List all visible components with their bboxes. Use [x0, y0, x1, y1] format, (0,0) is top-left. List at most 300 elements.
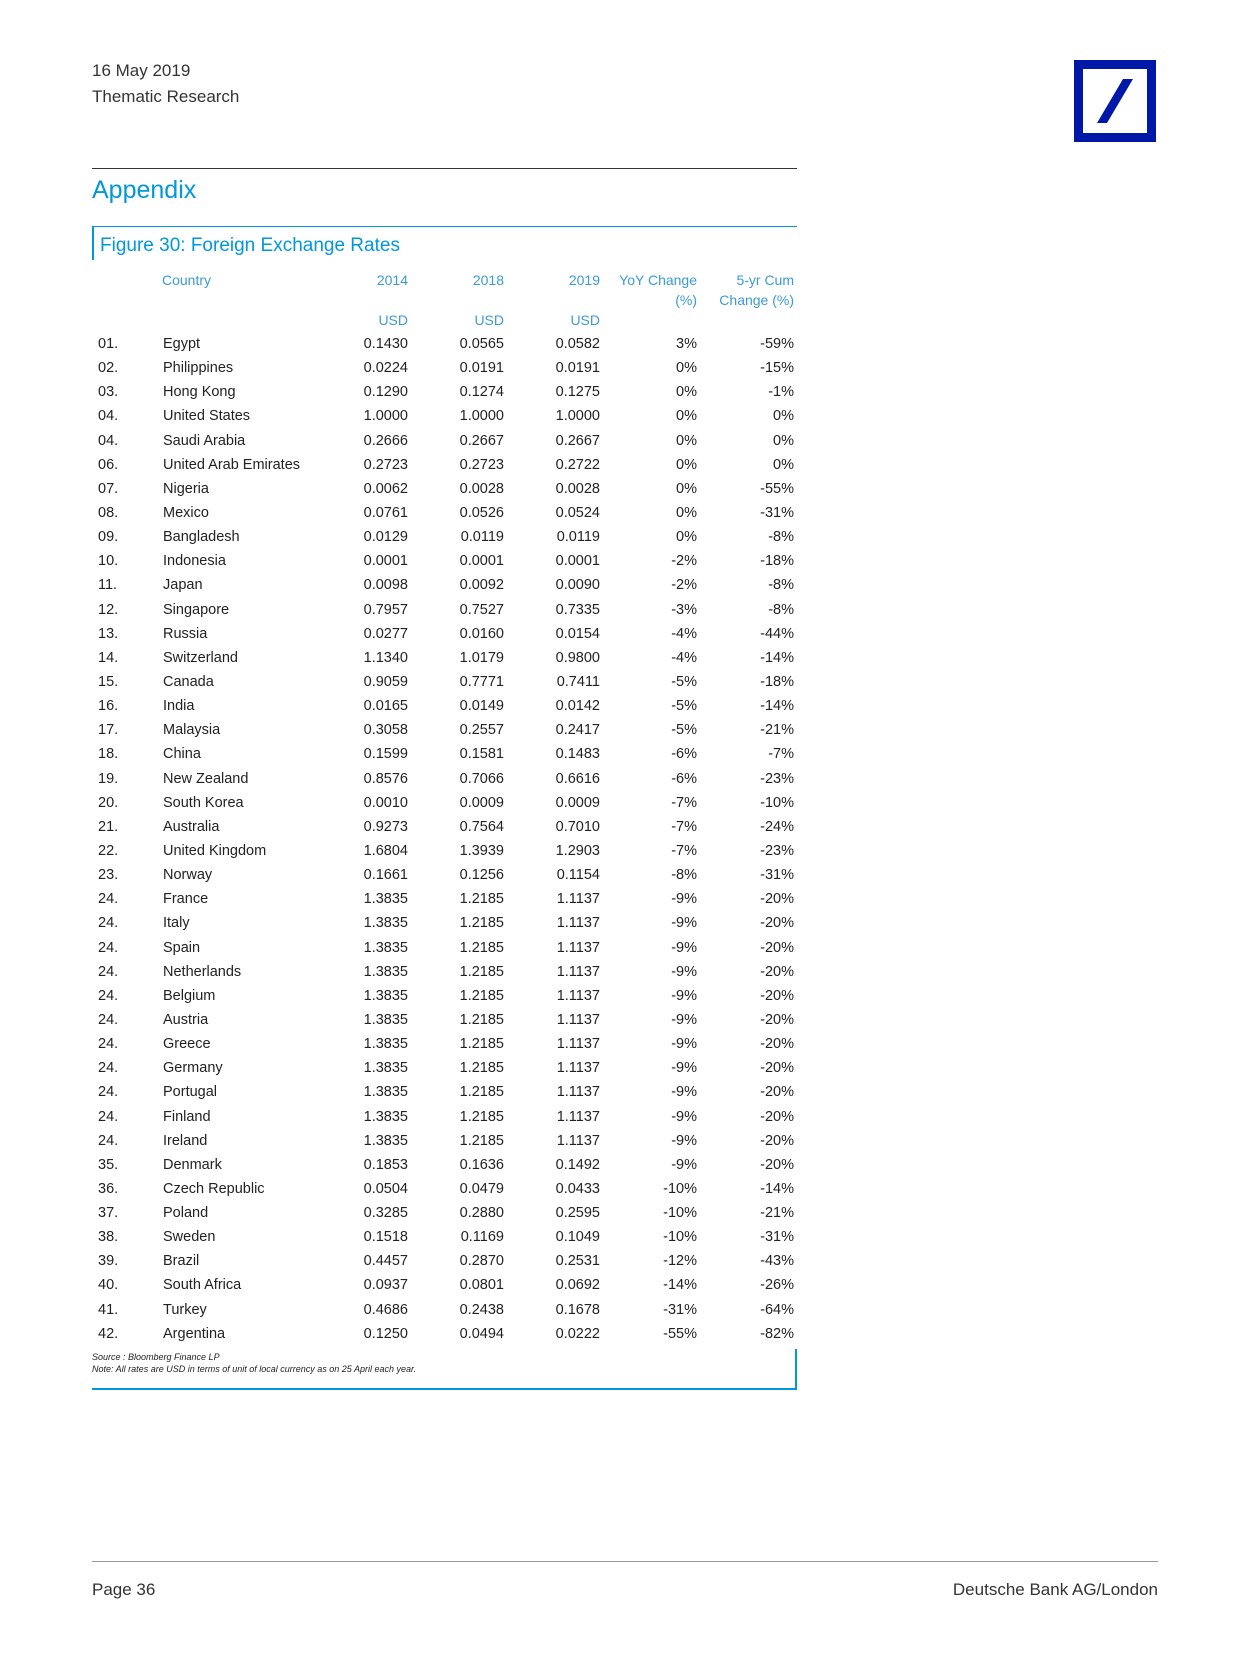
cum-change-cell: -20%	[760, 987, 794, 1004]
country-cell: Brazil	[163, 1253, 200, 1270]
cum-change-cell: -20%	[760, 1156, 794, 1173]
cum-change-cell: -20%	[760, 915, 794, 932]
rate-2019-cell: 0.2595	[555, 1205, 600, 1222]
country-cell: Ireland	[163, 1132, 208, 1149]
table-row	[92, 1106, 797, 1130]
rank-cell: 14.	[98, 649, 119, 666]
yoy-change-cell: -9%	[671, 1084, 697, 1101]
rate-2014-cell: 1.0000	[363, 408, 408, 425]
table-row	[92, 1057, 797, 1081]
yoy-change-cell: -5%	[671, 698, 697, 715]
table-row	[92, 623, 797, 647]
cum-change-cell: -21%	[760, 1205, 794, 1222]
yoy-change-cell: -9%	[671, 1060, 697, 1077]
cum-change-cell: -18%	[760, 553, 794, 570]
rate-2019-cell: 0.0154	[555, 625, 600, 642]
rate-2019-cell: 1.1137	[556, 1011, 600, 1028]
rank-cell: 03.	[98, 384, 119, 401]
fx-rates-table	[92, 333, 797, 1347]
yoy-change-cell: 3%	[676, 336, 697, 352]
table-row	[92, 381, 797, 405]
rate-2019-cell: 0.7335	[555, 601, 600, 618]
rate-2018-cell: 0.0028	[459, 480, 504, 497]
rank-cell: 12.	[98, 601, 119, 618]
rate-2019-cell: 0.0001	[555, 553, 600, 570]
rate-2019-cell: 0.0028	[555, 480, 600, 497]
rank-cell: 20.	[98, 794, 119, 811]
rate-2014-cell: 0.3058	[363, 722, 408, 739]
col-header-cum-line1: 5-yr Cum	[736, 272, 794, 288]
table-row	[92, 792, 797, 816]
col-header-country: Country	[162, 272, 212, 288]
cum-change-cell: -43%	[760, 1253, 794, 1270]
yoy-change-cell: 0%	[676, 408, 697, 425]
table-row	[92, 816, 797, 840]
cum-change-cell: -14%	[760, 649, 794, 666]
figure-right-accent	[795, 1349, 797, 1389]
table-row	[92, 1081, 797, 1105]
rank-cell: 24.	[98, 1011, 119, 1028]
rate-2014-cell: 1.3835	[363, 1011, 408, 1028]
cum-change-cell: -14%	[760, 1180, 794, 1197]
col-header-yoy-line2: (%)	[675, 292, 697, 308]
rate-2014-cell: 0.0761	[363, 504, 408, 521]
rate-2014-cell: 1.3835	[363, 1084, 408, 1101]
country-cell: Netherlands	[163, 963, 242, 980]
table-row	[92, 526, 797, 550]
yoy-change-cell: -55%	[663, 1325, 697, 1342]
table-row	[92, 695, 797, 719]
rate-2019-cell: 0.0692	[555, 1277, 600, 1294]
yoy-change-cell: -9%	[671, 1156, 697, 1173]
unit-2019: USD	[570, 312, 600, 328]
rate-2019-cell: 0.0582	[555, 336, 600, 352]
rate-2019-cell: 1.1137	[556, 939, 600, 956]
yoy-change-cell: 0%	[676, 529, 697, 546]
table-row	[92, 333, 797, 357]
yoy-change-cell: -7%	[671, 794, 697, 811]
country-cell: Turkey	[163, 1301, 207, 1318]
cum-change-cell: -20%	[760, 1060, 794, 1077]
rank-cell: 40.	[98, 1277, 119, 1294]
yoy-change-cell: -5%	[671, 673, 697, 690]
rate-2014-cell: 0.0224	[363, 360, 408, 377]
cum-change-cell: -24%	[760, 818, 794, 835]
rate-2018-cell: 0.0526	[459, 504, 504, 521]
rate-2014-cell: 1.3835	[363, 1132, 408, 1149]
country-cell: Singapore	[163, 601, 230, 618]
rate-2018-cell: 1.2185	[459, 1060, 504, 1077]
table-row	[92, 888, 797, 912]
rate-2014-cell: 0.1661	[363, 867, 408, 884]
rate-2014-cell: 0.9273	[363, 818, 408, 835]
cum-change-cell: -20%	[760, 939, 794, 956]
rate-2018-cell: 0.2438	[459, 1301, 504, 1318]
cum-change-cell: -18%	[760, 673, 794, 690]
rank-cell: 17.	[98, 722, 119, 739]
country-cell: Switzerland	[163, 649, 238, 666]
yoy-change-cell: -14%	[663, 1277, 697, 1294]
yoy-change-cell: 0%	[676, 384, 697, 401]
rate-2014-cell: 0.9059	[363, 673, 408, 690]
table-row	[92, 430, 797, 454]
company-name: Deutsche Bank AG/London	[952, 1580, 1158, 1599]
source-note: Source : Bloomberg Finance LP	[92, 1352, 220, 1362]
rate-2018-cell: 1.0000	[459, 408, 504, 425]
cum-change-cell: -20%	[760, 1011, 794, 1028]
rate-2018-cell: 0.0001	[459, 553, 504, 570]
rate-2019-cell: 0.1049	[555, 1229, 600, 1246]
rate-2019-cell: 1.1137	[556, 891, 600, 908]
rate-2019-cell: 0.0090	[555, 577, 600, 594]
country-cell: Finland	[163, 1108, 211, 1125]
country-cell: Egypt	[163, 336, 201, 352]
rate-2018-cell: 0.2667	[459, 432, 504, 449]
rank-cell: 24.	[98, 915, 119, 932]
rate-2019-cell: 0.1154	[556, 867, 600, 884]
table-row	[92, 1130, 797, 1154]
rank-cell: 24.	[98, 1060, 119, 1077]
rate-2014-cell: 0.1518	[363, 1229, 408, 1246]
country-cell: Poland	[163, 1205, 209, 1222]
cum-change-cell: -59%	[760, 336, 794, 352]
yoy-change-cell: -9%	[671, 1011, 697, 1028]
rate-2014-cell: 1.3835	[363, 939, 408, 956]
country-cell: Norway	[163, 867, 213, 884]
deutsche-bank-logo-icon	[1074, 60, 1156, 142]
rate-2018-cell: 0.1636	[459, 1156, 504, 1173]
rank-cell: 24.	[98, 1084, 119, 1101]
rate-2014-cell: 0.0129	[363, 529, 408, 546]
rank-cell: 08.	[98, 504, 119, 521]
rate-2018-cell: 0.0119	[460, 529, 504, 546]
rate-2018-cell: 1.2185	[459, 1108, 504, 1125]
country-cell: Portugal	[163, 1084, 218, 1101]
yoy-change-cell: -4%	[671, 625, 697, 642]
cum-change-cell: -8%	[768, 529, 794, 546]
cum-change-cell: -31%	[760, 504, 794, 521]
col-header-2018: 2018	[472, 272, 504, 288]
cum-change-cell: -20%	[760, 1036, 794, 1053]
yoy-change-cell: -9%	[671, 963, 697, 980]
table-row	[92, 454, 797, 478]
rate-2014-cell: 0.0098	[363, 577, 408, 594]
table-row	[92, 768, 797, 792]
table-row	[92, 1299, 797, 1323]
unit-2018: USD	[474, 312, 504, 328]
table-row	[92, 985, 797, 1009]
figure-title: Figure 30: Foreign Exchange Rates	[100, 235, 400, 256]
yoy-change-cell: 0%	[676, 480, 697, 497]
rate-2014-cell: 1.6804	[363, 842, 408, 859]
rate-2014-cell: 0.4686	[363, 1301, 408, 1318]
rank-cell: 09.	[98, 529, 119, 546]
rate-2014-cell: 0.2723	[363, 456, 408, 473]
table-row	[92, 357, 797, 381]
rate-2018-cell: 0.7564	[459, 818, 504, 835]
table-row	[92, 743, 797, 767]
country-cell: Argentina	[163, 1325, 226, 1342]
rank-cell: 10.	[98, 553, 119, 570]
rate-2019-cell: 0.9800	[555, 649, 600, 666]
table-row	[92, 671, 797, 695]
cum-change-cell: -15%	[760, 360, 794, 377]
cum-change-cell: -20%	[760, 1084, 794, 1101]
cum-change-cell: -20%	[760, 891, 794, 908]
country-cell: Mexico	[163, 504, 209, 521]
yoy-change-cell: -3%	[671, 601, 697, 618]
rate-2019-cell: 1.0000	[555, 408, 600, 425]
country-cell: Italy	[163, 915, 190, 932]
rate-2019-cell: 1.1137	[556, 1132, 600, 1149]
rate-2018-cell: 1.2185	[459, 1036, 504, 1053]
yoy-change-cell: 0%	[676, 504, 697, 521]
yoy-change-cell: -9%	[671, 987, 697, 1004]
cum-change-cell: -8%	[768, 601, 794, 618]
rate-2019-cell: 1.1137	[556, 915, 600, 932]
table-row	[92, 864, 797, 888]
rate-2014-cell: 1.3835	[363, 915, 408, 932]
cum-change-cell: -1%	[768, 384, 794, 401]
rank-cell: 24.	[98, 1036, 119, 1053]
country-cell: Saudi Arabia	[163, 432, 246, 449]
rate-2019-cell: 0.1483	[555, 746, 600, 763]
rank-cell: 24.	[98, 891, 119, 908]
rate-2018-cell: 0.7527	[459, 601, 504, 618]
country-cell: Spain	[163, 939, 201, 956]
rate-2018-cell: 0.2557	[459, 722, 504, 739]
country-cell: Canada	[163, 673, 214, 690]
footer-divider	[92, 1561, 1158, 1562]
table-row	[92, 912, 797, 936]
rank-cell: 37.	[98, 1205, 119, 1222]
country-cell: United Kingdom	[163, 842, 267, 859]
rank-cell: 22.	[98, 842, 119, 859]
rate-2018-cell: 0.0149	[459, 698, 504, 715]
rank-cell: 42.	[98, 1325, 119, 1342]
yoy-change-cell: -8%	[671, 867, 697, 884]
rate-2014-cell: 0.0010	[363, 794, 408, 811]
table-row	[92, 574, 797, 598]
table-row	[92, 478, 797, 502]
rank-cell: 07.	[98, 480, 119, 497]
rate-2018-cell: 0.2870	[459, 1253, 504, 1270]
rank-cell: 23.	[98, 867, 119, 884]
figure-left-accent	[92, 226, 94, 260]
rate-2018-cell: 1.2185	[459, 915, 504, 932]
country-cell: Philippines	[163, 360, 234, 377]
country-cell: Bangladesh	[163, 529, 240, 546]
rate-2018-cell: 1.2185	[459, 891, 504, 908]
rate-2014-cell: 0.7957	[363, 601, 408, 618]
cum-change-cell: 0%	[773, 456, 794, 473]
cum-change-cell: -8%	[768, 577, 794, 594]
page-number: Page 36	[92, 1580, 156, 1599]
table-row	[92, 840, 797, 864]
yoy-change-cell: -2%	[671, 553, 697, 570]
cum-change-cell: -14%	[760, 698, 794, 715]
country-cell: Germany	[163, 1060, 223, 1077]
header-divider	[92, 168, 797, 169]
country-cell: Denmark	[163, 1156, 222, 1173]
rate-2018-cell: 1.3939	[459, 842, 504, 859]
rate-2014-cell: 0.1853	[363, 1156, 408, 1173]
table-row	[92, 1226, 797, 1250]
rate-2014-cell: 0.0165	[363, 698, 408, 715]
col-header-2019: 2019	[568, 272, 600, 288]
table-row	[92, 550, 797, 574]
rate-2019-cell: 1.2903	[555, 842, 600, 859]
rate-2018-cell: 0.2880	[459, 1205, 504, 1222]
country-cell: Japan	[163, 577, 203, 594]
country-cell: United States	[163, 408, 251, 425]
rank-cell: 41.	[98, 1301, 119, 1318]
rate-2014-cell: 0.1599	[363, 746, 408, 763]
table-row	[92, 1154, 797, 1178]
rate-2014-cell: 1.3835	[363, 963, 408, 980]
rate-2018-cell: 0.2723	[459, 456, 504, 473]
rate-2018-cell: 1.2185	[459, 939, 504, 956]
rank-cell: 15.	[98, 673, 119, 690]
yoy-change-cell: -10%	[663, 1180, 697, 1197]
country-cell: Sweden	[163, 1229, 216, 1246]
rate-2018-cell: 0.0565	[459, 336, 504, 352]
cum-change-cell: -31%	[760, 1229, 794, 1246]
rate-2019-cell: 0.0222	[555, 1325, 600, 1342]
rank-cell: 04.	[98, 408, 119, 425]
col-header-yoy	[600, 270, 697, 310]
country-cell: United Arab Emirates	[163, 456, 301, 473]
rate-2018-cell: 0.7771	[459, 673, 504, 690]
rate-2019-cell: 1.1137	[556, 987, 600, 1004]
rate-2014-cell: 0.0277	[363, 625, 408, 642]
country-cell: Austria	[163, 1011, 209, 1028]
yoy-change-cell: -9%	[671, 915, 697, 932]
yoy-change-cell: 0%	[676, 456, 697, 473]
rate-2019-cell: 1.1137	[556, 1108, 600, 1125]
rate-2018-cell: 1.2185	[459, 987, 504, 1004]
rank-cell: 24.	[98, 987, 119, 1004]
cum-change-cell: -21%	[760, 722, 794, 739]
yoy-change-cell: -4%	[671, 649, 697, 666]
yoy-change-cell: -9%	[671, 1036, 697, 1053]
yoy-change-cell: 0%	[676, 360, 697, 377]
rate-2019-cell: 0.0191	[555, 360, 600, 377]
col-header-cum-line2: Change (%)	[719, 292, 794, 308]
country-cell: China	[163, 746, 201, 763]
country-cell: Indonesia	[163, 553, 226, 570]
cum-change-cell: 0%	[773, 432, 794, 449]
yoy-change-cell: -9%	[671, 891, 697, 908]
yoy-change-cell: -7%	[671, 842, 697, 859]
rank-cell: 04.	[98, 432, 119, 449]
rate-2019-cell: 0.2417	[555, 722, 600, 739]
table-row	[92, 1202, 797, 1226]
rate-2019-cell: 1.1137	[556, 963, 600, 980]
table-row	[92, 1250, 797, 1274]
rate-2014-cell: 1.3835	[363, 1036, 408, 1053]
yoy-change-cell: -5%	[671, 722, 697, 739]
country-cell: Czech Republic	[163, 1180, 265, 1197]
country-cell: Hong Kong	[163, 384, 236, 401]
rate-2018-cell: 0.1274	[459, 384, 504, 401]
rank-cell: 36.	[98, 1180, 119, 1197]
rate-2014-cell: 1.3835	[363, 987, 408, 1004]
table-row	[92, 1274, 797, 1298]
rate-2014-cell: 0.4457	[363, 1253, 408, 1270]
rate-2019-cell: 0.1492	[555, 1156, 600, 1173]
table-row	[92, 1178, 797, 1202]
rate-2014-cell: 0.2666	[363, 432, 408, 449]
rate-2018-cell: 0.0494	[459, 1325, 504, 1342]
report-date: 16 May 2019	[92, 61, 191, 80]
rate-2019-cell: 0.7411	[556, 673, 600, 690]
rank-cell: 24.	[98, 963, 119, 980]
yoy-change-cell: -10%	[663, 1205, 697, 1222]
rate-2018-cell: 0.0479	[459, 1180, 504, 1197]
country-cell: France	[163, 891, 209, 908]
table-row	[92, 405, 797, 429]
cum-change-cell: -26%	[760, 1277, 794, 1294]
rank-cell: 19.	[98, 770, 119, 787]
rate-2018-cell: 0.1256	[459, 867, 504, 884]
rate-2018-cell: 1.2185	[459, 1011, 504, 1028]
table-row	[92, 599, 797, 623]
yoy-change-cell: 0%	[676, 432, 697, 449]
rate-2014-cell: 0.1290	[363, 384, 408, 401]
rank-cell: 18.	[98, 746, 119, 763]
rank-cell: 24.	[98, 1108, 119, 1125]
rank-cell: 39.	[98, 1253, 119, 1270]
country-cell: Russia	[163, 625, 208, 642]
rank-cell: 21.	[98, 818, 119, 835]
yoy-change-cell: -9%	[671, 1132, 697, 1149]
yoy-change-cell: -9%	[671, 939, 697, 956]
unit-2014: USD	[378, 312, 408, 328]
rate-2019-cell: 0.0142	[555, 698, 600, 715]
report-type: Thematic Research	[92, 87, 240, 106]
yoy-change-cell: -6%	[671, 746, 697, 763]
country-cell: New Zealand	[163, 770, 249, 787]
table-row	[92, 647, 797, 671]
cum-change-cell: 0%	[773, 408, 794, 425]
col-header-cum	[697, 270, 794, 310]
rank-cell: 11.	[98, 577, 118, 594]
rate-2019-cell: 0.6616	[555, 770, 600, 787]
cum-change-cell: -10%	[760, 794, 794, 811]
rate-2014-cell: 1.1340	[363, 649, 408, 666]
rate-2019-cell: 1.1137	[556, 1060, 600, 1077]
rate-2014-cell: 1.3835	[363, 1108, 408, 1125]
yoy-change-cell: -9%	[671, 1108, 697, 1125]
col-header-yoy-line1: YoY Change	[619, 272, 697, 288]
section-title: Appendix	[92, 176, 197, 204]
table-row	[92, 961, 797, 985]
table-row	[92, 502, 797, 526]
yoy-change-cell: -12%	[663, 1253, 697, 1270]
country-cell: Greece	[163, 1036, 211, 1053]
rate-2018-cell: 0.0009	[459, 794, 504, 811]
yoy-change-cell: -7%	[671, 818, 697, 835]
cum-change-cell: -20%	[760, 963, 794, 980]
rank-cell: 02.	[98, 360, 119, 377]
rate-2014-cell: 0.8576	[363, 770, 408, 787]
yoy-change-cell: -2%	[671, 577, 697, 594]
rate-2019-cell: 0.1678	[555, 1301, 600, 1318]
rate-2018-cell: 1.2185	[459, 1132, 504, 1149]
country-cell: Australia	[163, 818, 220, 835]
rate-2018-cell: 1.2185	[459, 1084, 504, 1101]
